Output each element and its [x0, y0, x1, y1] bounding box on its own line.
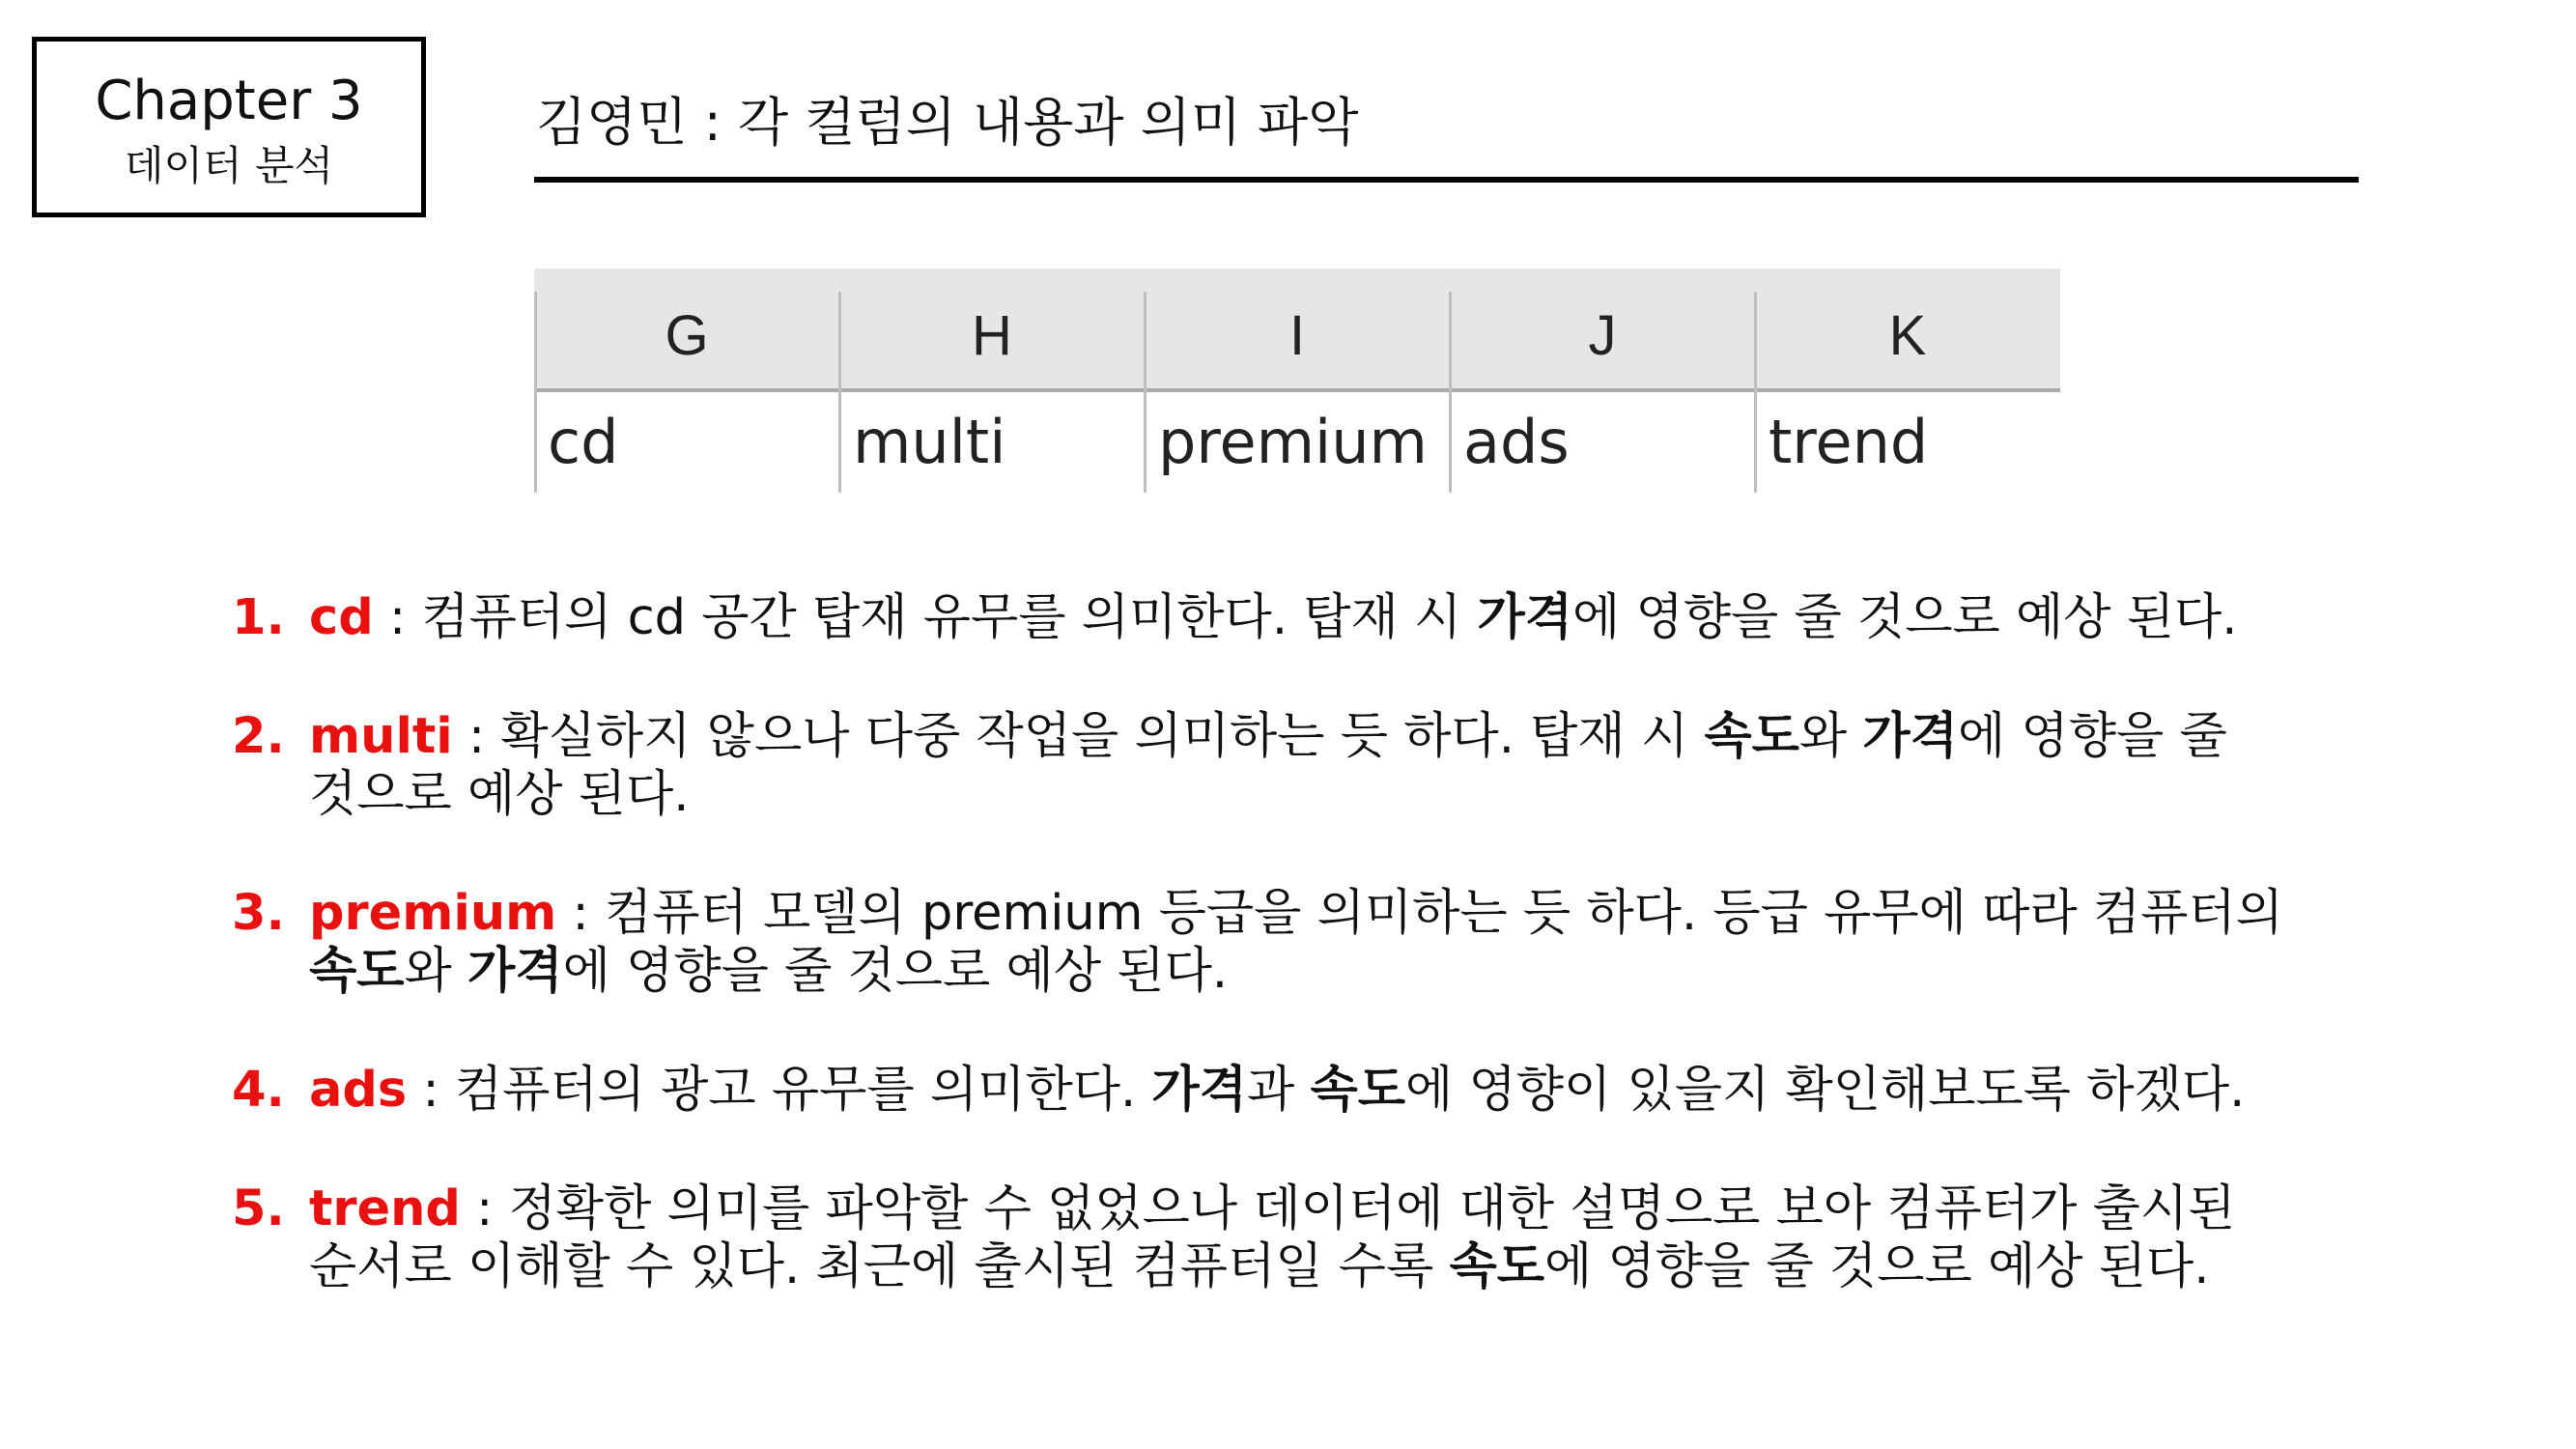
cell-cd: cd: [548, 407, 619, 477]
list-item-cd: [232, 589, 2318, 647]
item-line: [309, 589, 2318, 647]
item-emphasis: 속도: [1704, 708, 1799, 765]
item-number: 1.: [232, 589, 285, 646]
cell-trend: trend: [1769, 407, 1929, 477]
spreadsheet-excerpt: [534, 269, 2060, 493]
item-text: 순서로 이해할 수 있다. 최근에 출시된 컴퓨터일 수록: [309, 1238, 1450, 1295]
cell-ads: ads: [1463, 407, 1570, 477]
item-number: 4.: [232, 1062, 285, 1119]
item-line: [309, 943, 2318, 1001]
item-emphasis: 가격: [1151, 1062, 1247, 1119]
title-underline: [534, 177, 2359, 183]
page-title: 김영민 : 각 컬럼의 내용과 의미 파악: [536, 92, 1359, 153]
item-number: 5.: [232, 1180, 285, 1237]
list-item-ads: [232, 1062, 2318, 1120]
item-text: 에 영향을 줄 것으로 예상 된다.: [562, 943, 1229, 1000]
item-text: : 컴퓨터의 cd 공간 탑재 유무를 의미한다. 탑재 시: [373, 589, 1478, 646]
item-line: [309, 1238, 2318, 1296]
item-line: [309, 1180, 2318, 1238]
item-line: [309, 885, 2318, 943]
item-text: : 컴퓨터의 광고 유무를 의미한다.: [407, 1062, 1152, 1119]
column-letter-g: G: [665, 304, 709, 367]
item-emphasis: 속도: [1449, 1238, 1545, 1295]
item-text: 것으로 예상 된다.: [309, 766, 690, 823]
column-description-list: [232, 589, 2318, 1357]
item-text: : 컴퓨터 모델의 premium 등급을 의미하는 듯 하다. 등급 유무에 따라 컴퓨터의: [556, 885, 2283, 942]
item-emphasis: 속도: [1310, 1062, 1405, 1119]
item-keyword: cd: [309, 589, 374, 646]
item-emphasis: 가격: [1862, 708, 1958, 765]
column-divider: [534, 292, 537, 493]
item-emphasis: 가격: [1477, 589, 1573, 646]
item-line: [309, 708, 2318, 766]
spreadsheet-column-k: [1755, 269, 2060, 493]
item-keyword: trend: [309, 1180, 461, 1237]
column-letter-i: I: [1288, 304, 1306, 367]
chapter-title: Chapter 3: [95, 70, 363, 132]
item-text: 에 영향을 줄 것으로 예상 된다.: [1572, 589, 2238, 646]
item-text: 과: [1246, 1062, 1311, 1119]
spreadsheet-column-j: [1450, 269, 1755, 493]
spreadsheet-column-h: [839, 269, 1145, 493]
item-text: : 정확한 의미를 파악할 수 없었으나 데이터에 대한 설명으로 보아 컴퓨터가 출시된: [460, 1180, 2236, 1237]
column-divider: [1449, 292, 1452, 493]
column-letter-h: H: [972, 304, 1012, 367]
list-item-premium: [232, 885, 2318, 1001]
item-keyword: multi: [309, 708, 453, 765]
item-keyword: ads: [309, 1062, 408, 1119]
item-text: 에 영향을 줄 것으로 예상 된다.: [1544, 1238, 2210, 1295]
item-text: 와: [404, 943, 468, 1000]
column-letter-j: J: [1588, 304, 1617, 367]
column-divider: [838, 292, 841, 493]
spreadsheet-column-g: [534, 269, 839, 493]
spreadsheet-column-i: [1145, 269, 1450, 493]
chapter-box: [32, 37, 426, 217]
column-divider: [1754, 292, 1757, 493]
item-text: 와: [1798, 708, 1863, 765]
item-text: 에 영향이 있을지 확인해보도록 하겠다.: [1404, 1062, 2246, 1119]
item-emphasis: 가격: [467, 943, 563, 1000]
list-item-multi: [232, 708, 2318, 824]
item-number: 3.: [232, 885, 285, 942]
column-divider: [1144, 292, 1146, 493]
cell-multi: multi: [853, 407, 1006, 477]
column-letter-k: K: [1888, 304, 1927, 367]
item-line: [309, 766, 2318, 824]
cell-premium: premium: [1158, 407, 1428, 477]
item-line: [309, 1062, 2318, 1120]
item-keyword: premium: [309, 885, 557, 942]
list-item-trend: [232, 1180, 2318, 1296]
chapter-subtitle: 데이터 분석: [124, 142, 334, 189]
item-text: 에 영향을 줄: [1957, 708, 2227, 765]
item-emphasis: 속도: [309, 943, 405, 1000]
item-text: : 확실하지 않으나 다중 작업을 의미하는 듯 하다. 탑재 시: [452, 708, 1705, 765]
item-number: 2.: [232, 708, 285, 765]
